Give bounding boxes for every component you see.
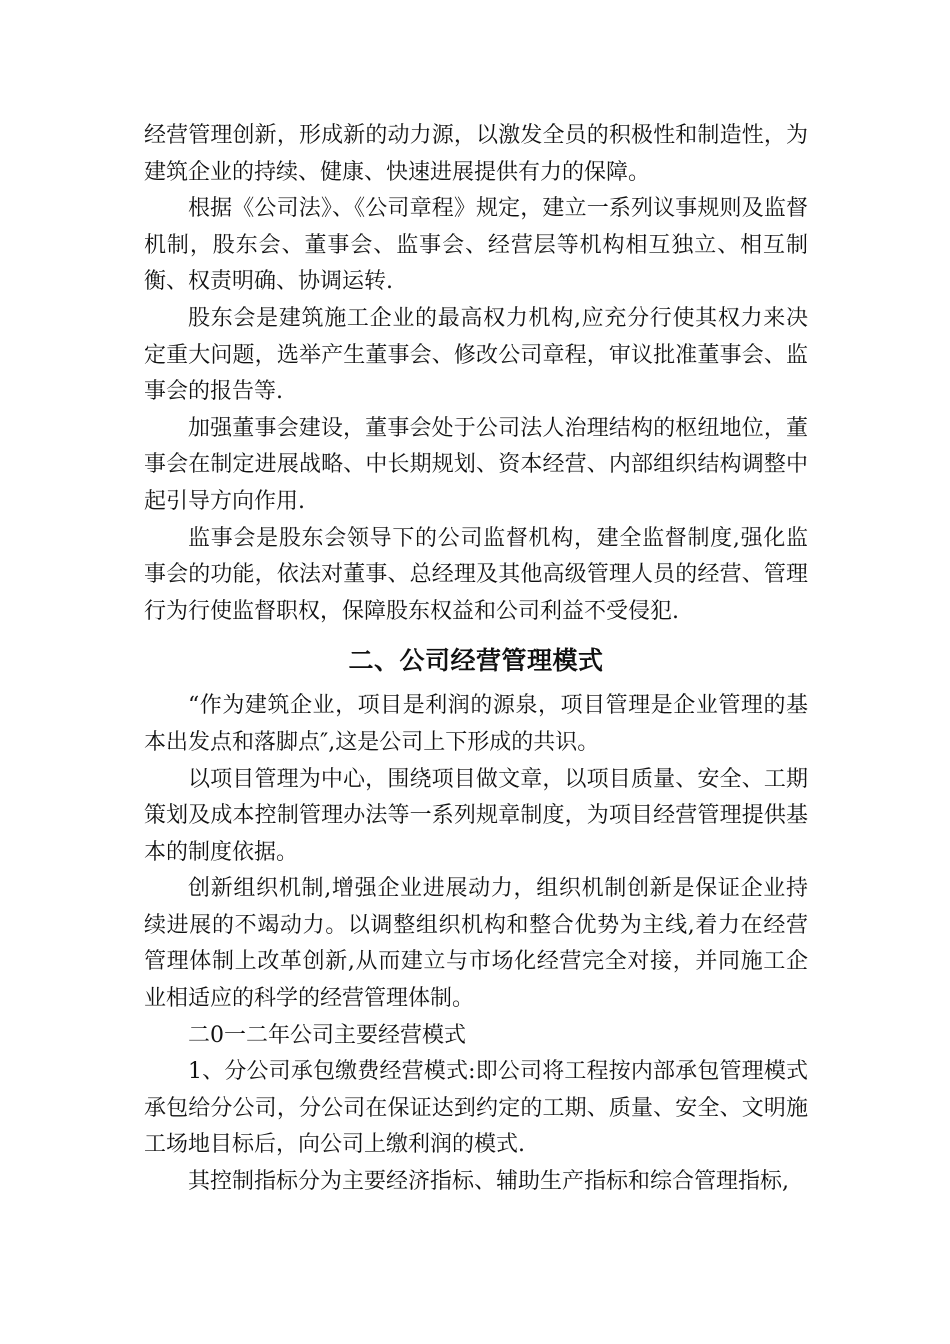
document-body [144, 118, 808, 1201]
paragraph-3: 股东会是建筑施工企业的最高权力机构,应充分行使其权力来决定重大问题，选举产生董事会、修改公司章程，审议批准董事会、监事会的报告等. [144, 305, 808, 405]
paragraph-6: “作为建筑企业，项目是利润的源泉，项目管理是企业管理的基本出发点和落脚点″,这是公司上下形成的共识。 [144, 693, 808, 755]
paragraph-1: 经营管理创新，形成新的动力源，以激发全员的积极性和制造性，为建筑企业的持续、健康、快速进展提供有力的保障。 [144, 123, 808, 185]
paragraph-11: 其控制指标分为主要经济指标、辅助生产指标和综合管理指标, [188, 1169, 789, 1195]
paragraph-5: 监事会是股东会领导下的公司监督机构，建全监督制度,强化监事会的功能，依法对董事、总经理及其他高级管理人员的经营、管理行为行使监督职权，保障股东权益和公司利益不受侵犯. [144, 525, 808, 624]
paragraph-9: 二0一二年公司主要经营模式 [188, 1022, 466, 1048]
paragraph-8: 创新组织机制,增强企业进展动力，组织机制创新是保证企业持续进展的不竭动力。以调整组织机构和整合优势为主线,着力在经营管理体制上改革创新,从而建立与市场化经营完全对接，并同施工企业相适应的科学的经营管理体制。 [144, 876, 808, 1012]
paragraph-2: 根据《公司法》、《公司章程》规定，建立一系列议事规则及监督机制，股东会、董事会、监事会、经营层等机构相互独立、相互制衡、权责明确、协调运转. [144, 196, 808, 295]
paragraph-7: 以项目管理为中心，围绕项目做文章，以项目质量、安全、工期策划及成本控制管理办法等一系列规章制度，为项目经营管理提供基本的制度依据。 [144, 766, 808, 865]
paragraph-4: 加强董事会建设，董事会处于公司法人治理结构的枢纽地位，董事会在制定进展战略、中长期规划、资本经营、内部组织结构调整中起引导方向作用. [144, 415, 808, 514]
paragraph-10: 1、分公司承包缴费经营模式:即公司将工程按内部承包管理模式承包给分公司，分公司在保证达到约定的工期、质量、安全、文明施工场地目标后，向公司上缴利润的模式. [144, 1059, 808, 1158]
section-heading: 二、公司经营管理模式 [348, 646, 604, 676]
